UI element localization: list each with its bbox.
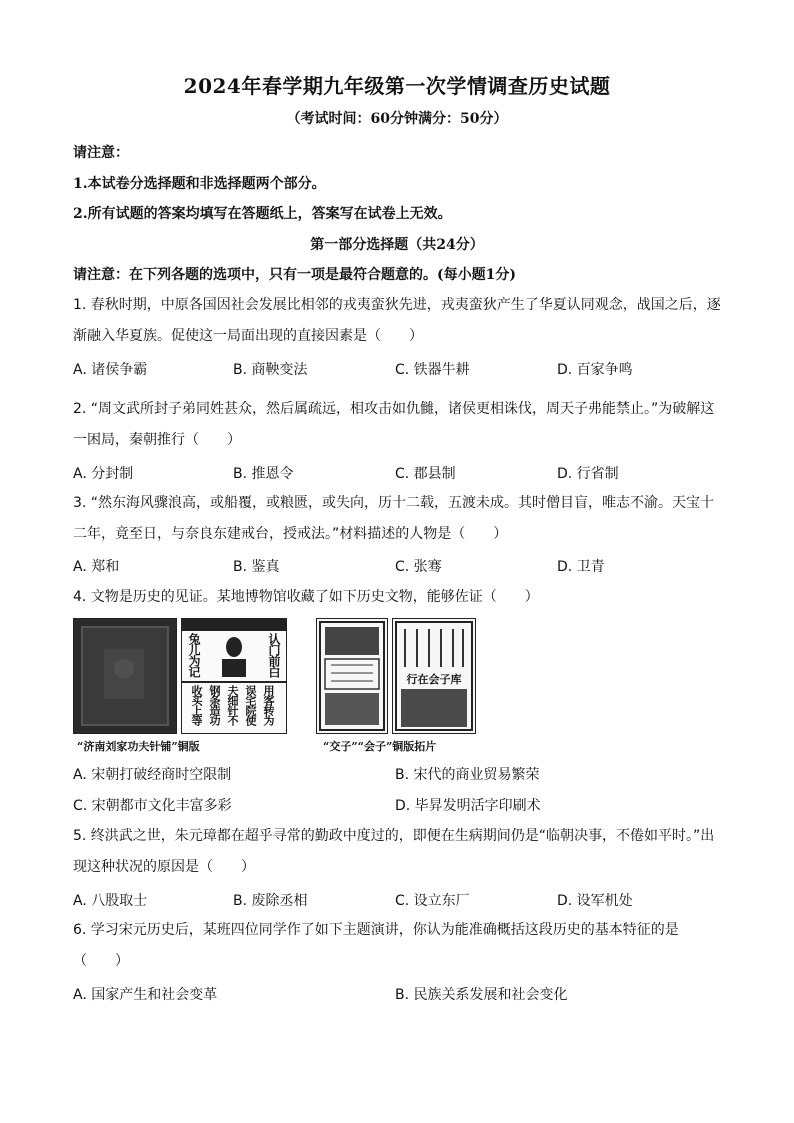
caption-needle-plate: “济南刘家功夫针铺”铜版 [77,740,200,753]
print-text-left: 兔儿为记 [187,633,201,677]
question-4-text: 4. 文物是历史的见证。某地博物馆收藏了如下历史文物，能够佐证（ ） [73,589,539,605]
question-4-options-row2 [73,795,733,819]
notice-heading: 请注意： [73,145,129,161]
option-d[interactable]: D. 行省制 [557,466,619,482]
option-b[interactable]: B. 废除丞相 [233,893,308,909]
option-b[interactable]: B. 商鞅变法 [233,362,308,378]
notice-item-2: 2.所有试题的答案均填写在答题纸上，答案写在试卷上无效。 [73,206,452,222]
option-a[interactable]: A. 分封制 [73,466,134,482]
notice-item-1: 1.本试卷分选择题和非选择题两个部分。 [73,176,326,192]
bronze-plate-image [73,618,177,734]
section-instruction: 请注意：在下列各题的选项中，只有一项是最符合题意的。(每小题1分) [73,267,516,283]
jiaozi-rubbing [316,618,388,734]
huizi-text: 行在会子库 [406,673,462,686]
option-a[interactable]: A. 国家产生和社会变革 [73,987,218,1003]
print-text-right: 认门前白 [267,633,281,677]
question-3-options [73,556,733,580]
option-d[interactable]: D. 百家争鸣 [557,362,633,378]
question-5-text: 5. 终洪武之世，朱元璋都在超乎寻常的勤政中度过的，即便在生病期间仍是“临朝决事，不倦如平时。”出现这种状况的原因是（ ） [73,828,715,875]
option-a[interactable]: A. 诸侯争霸 [73,362,148,378]
option-d[interactable]: D. 毕昇发明活字印刷术 [395,798,541,814]
needle-shop-print [181,618,287,734]
question-6-options [73,984,733,1008]
artifact-figure [73,616,493,756]
print-col-5: 用客转为 [262,685,275,725]
question-6-text: 6. 学习宋元历史后，某班四位同学作了如下主题演讲，你认为能准确概括这段历史的基本特征的是（ ） [73,922,679,969]
option-c[interactable]: C. 设立东厂 [395,893,470,909]
question-1-text: 1. 春秋时期，中原各国因社会发展比相邻的戎夷蛮狄先进，戎夷蛮狄产生了华夏认同观念，战国之后，逐渐融入华夏族。促使这一局面出现的直接因素是（ ） [73,297,721,344]
option-a[interactable]: A. 郑和 [73,559,120,575]
option-a[interactable]: A. 宋朝打破经商时空限制 [73,767,232,783]
caption-jiaozi-huizi: “交子”“会子”铜版拓片 [323,740,437,753]
question-2-text: 2. “周文武所封子弟同姓甚众，然后属疏远，相攻击如仇雠，诸侯更相诛伐，周天子弗能禁止。”为破解这一困局，秦朝推行（ ） [73,401,715,448]
bronze-plate-texture-icon [74,619,176,733]
exam-subtitle: （考试时间：60分钟满分：50分） [286,111,508,127]
option-d[interactable]: D. 设军机处 [557,893,633,909]
question-3-text: 3. “然东海风骤浪高，或船覆，或粮匮，或失向，历十二载，五渡未成。其时僧目盲，唯志不渝。天宝十二年，竟至日，与奈良东建戒台，授戒法。”材料描述的人物是（ ） [73,495,715,542]
rabbit-mortar-icon [214,633,254,679]
option-b[interactable]: B. 推恩令 [233,466,294,482]
question-2-options [73,463,733,487]
option-d[interactable]: D. 卫青 [557,559,605,575]
option-c[interactable]: C. 宋朝都市文化丰富多彩 [73,798,232,814]
option-b[interactable]: B. 宋代的商业贸易繁荣 [395,767,540,783]
question-5-options [73,890,733,914]
option-c[interactable]: C. 铁器牛耕 [395,362,470,378]
print-col-2: 钢条造功 [208,685,221,725]
option-b[interactable]: B. 鉴真 [233,559,280,575]
option-c[interactable]: C. 张骞 [395,559,442,575]
option-b[interactable]: B. 民族关系发展和社会变化 [395,987,568,1003]
option-c[interactable]: C. 郡县制 [395,466,456,482]
section-title: 第一部分选择题（共24分） [310,237,484,253]
question-4-options-row1 [73,764,733,788]
question-1-options [73,359,733,383]
option-a[interactable]: A. 八股取士 [73,893,148,909]
print-col-1: 收买上等 [190,685,203,725]
jiaozi-pattern-icon [317,619,387,733]
print-col-4: 误宅院使 [244,685,257,725]
huizi-rubbing [392,618,476,734]
print-col-3: 夫细针不 [226,685,239,725]
exam-title: 2024年春学期九年级第一次学情调查历史试题 [183,74,611,98]
